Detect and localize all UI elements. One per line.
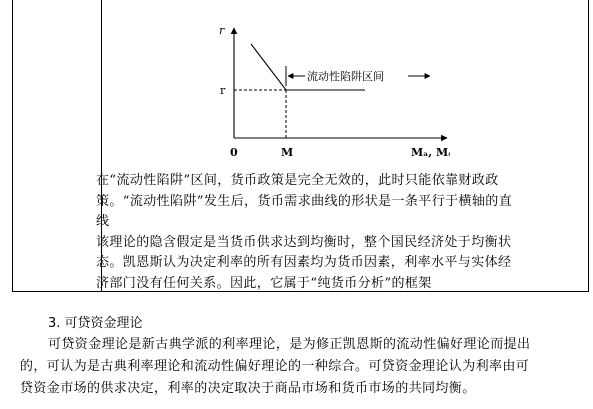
section-title: 可贷资金理论 [64,316,143,331]
table-cell-text-line: 态。凯恩斯认为决定利率的所有因素均为货币因素，利率水平与实体经 [96,255,512,270]
money-demand-curve [251,44,365,90]
zone-label: 流动性陷阱区间 [307,70,384,83]
paragraph-line: 可贷资金理论是新古典学派的利率理论，是为修正凯恩斯的流动性偏好理论而提出 [48,337,531,352]
y-axis-label: r [219,24,225,37]
paragraph-line: 的，可认为是古典利率理论和流动性偏好理论的一种综合。可贷资金理论认为利率由可 [20,359,530,374]
section-heading [48,314,143,334]
r-level-label: r [220,84,226,97]
table-cell-text-line: 济部门没有任何关系。因此，它属于“纯货币分析”的框架 [96,275,432,291]
section-number: 3. [48,316,61,331]
origin-label: 0 [230,146,238,159]
liquidity-trap-diagram [215,14,450,164]
m-label: M [281,146,294,159]
table-cell-text-line: 线 [96,214,110,229]
table-cell-text-line: 在“流动性陷阱”区间，货币政策是完全无效的，此时只能依靠财政政 [96,173,499,188]
table-cell-text-line: 策。“流动性陷阱”发生后，货币需求曲线的形状是一条平行于横轴的直 [96,193,513,209]
paragraph-line: 贷资金市场的供求决定，利率的决定取决于商品市场和货币市场的共同均衡。 [20,381,476,396]
table-cell-text-line: 该理论的隐含假定是当货币供求达到均衡时，整个国民经济处于均衡状 [96,234,512,250]
x-axis-label: Mₐ, Mₛ [411,146,450,159]
